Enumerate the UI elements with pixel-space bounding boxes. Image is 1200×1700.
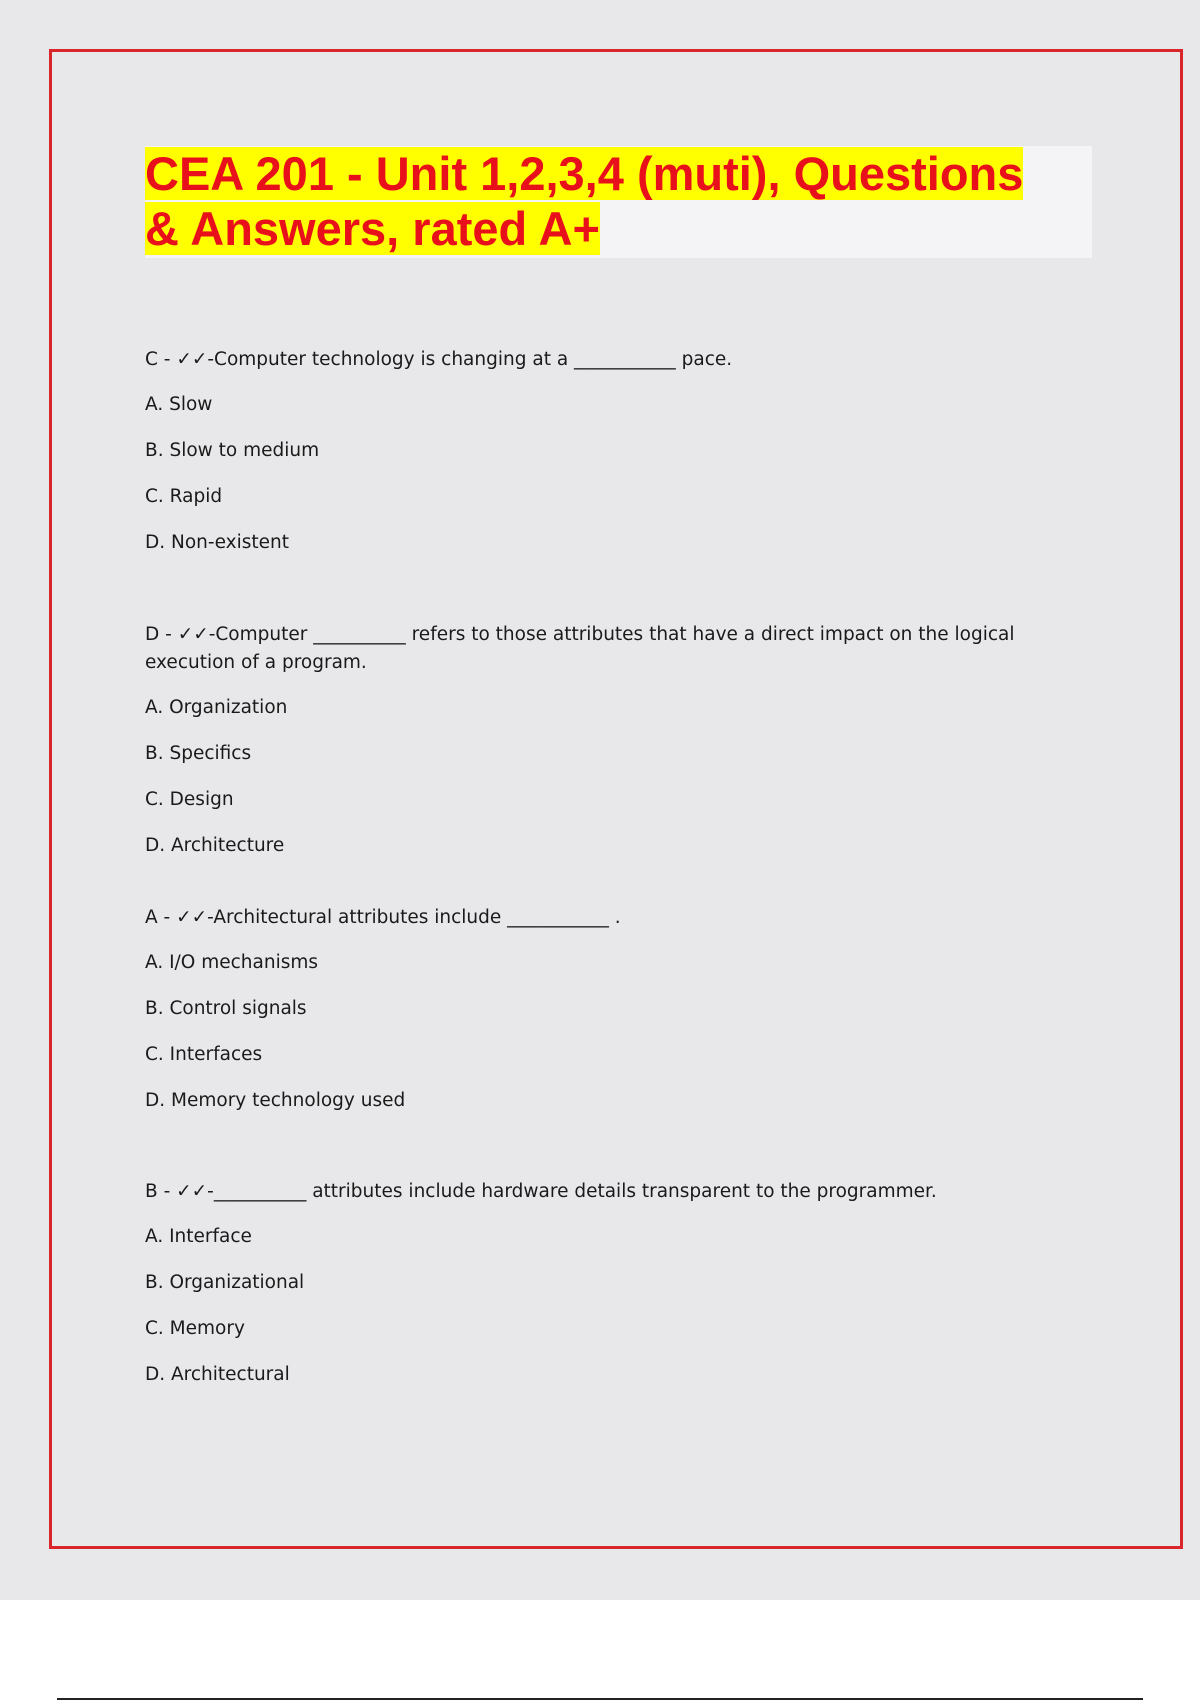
double-checkmark-icon: ✓✓ xyxy=(176,907,208,928)
answer-letter: D xyxy=(145,624,160,645)
answer-option: D. Memory technology used xyxy=(145,1090,406,1111)
answer-option: D. Non-existent xyxy=(145,532,289,553)
answer-option: D. Architecture xyxy=(145,835,285,856)
question-item xyxy=(145,621,1065,874)
answer-option: B. Slow to medium xyxy=(145,440,320,461)
answer-option: A. Interface xyxy=(145,1226,252,1247)
answer-separator: - xyxy=(157,1181,177,1202)
answer-option: B. Control signals xyxy=(145,998,307,1019)
answer-separator: - xyxy=(157,349,177,370)
answer-letter: C xyxy=(145,349,158,370)
answer-option: C. Design xyxy=(145,789,234,810)
answer-option: B. Organizational xyxy=(145,1272,305,1293)
question-item xyxy=(145,346,1065,574)
title-line-2: & Answers, rated A+ xyxy=(145,202,600,255)
answer-option: B. Specifics xyxy=(145,743,252,764)
answer-option: A. Slow xyxy=(145,394,213,415)
question-stem xyxy=(145,346,1065,374)
answer-option: C. Interfaces xyxy=(145,1044,263,1065)
answer-option: D. Architectural xyxy=(145,1364,290,1385)
document-title xyxy=(145,146,1085,256)
answer-letter: A xyxy=(145,907,158,928)
double-checkmark-icon: ✓✓ xyxy=(177,624,209,645)
question-list xyxy=(145,346,1065,1439)
answer-option: C. Memory xyxy=(145,1318,245,1339)
answer-option: A. I/O mechanisms xyxy=(145,952,319,973)
question-item xyxy=(145,1178,1065,1389)
double-checkmark-icon: ✓✓ xyxy=(176,349,208,370)
question-text: -__________ attributes include hardware details transparent to the programmer. xyxy=(207,1181,937,1202)
answer-separator: - xyxy=(157,907,177,928)
question-stem xyxy=(145,621,1065,677)
double-checkmark-icon: ✓✓ xyxy=(176,1181,208,1202)
answer-option: A. Organization xyxy=(145,697,288,718)
answer-letter: B xyxy=(145,1181,158,1202)
question-item xyxy=(145,904,1065,1134)
answer-option: C. Rapid xyxy=(145,486,223,507)
title-line-1: CEA 201 - Unit 1,2,3,4 (muti), Questions xyxy=(145,147,1024,200)
question-text: -Computer technology is changing at a ___________ pace. xyxy=(207,349,733,370)
question-text: -Architectural attributes include ___________ . xyxy=(207,907,621,928)
answer-separator: - xyxy=(159,624,178,645)
question-stem xyxy=(145,1178,1065,1206)
question-text: -Computer __________ refers to those attributes that have a direct impact on the logical execution of a program. xyxy=(145,624,1015,673)
question-stem xyxy=(145,904,1065,932)
